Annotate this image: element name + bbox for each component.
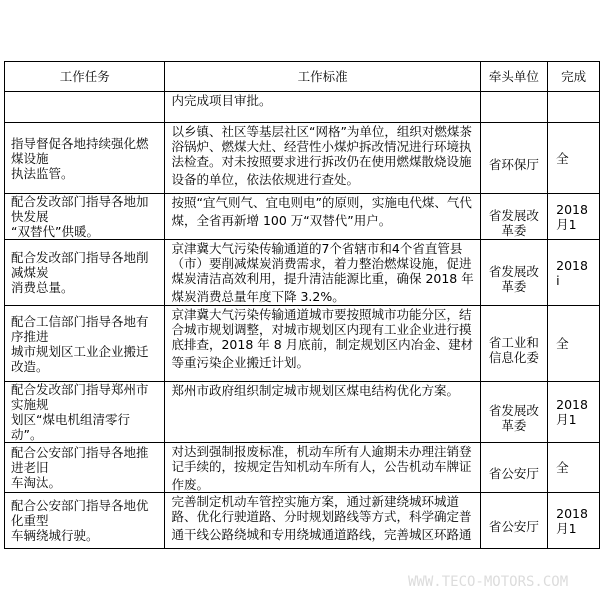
standard-cell-line: 郑州市政府组织制定城市规划区煤电结构优化方案。 bbox=[171, 383, 459, 398]
header-completion: 完成 bbox=[548, 62, 600, 92]
standard-cell-line: 煤炭消费总量年度下降 3.2%。 bbox=[171, 289, 345, 304]
task-cell bbox=[5, 92, 165, 123]
standard-cell-line: 底排查，2018 年 8 月底前，制定规划区内冶金、建材 bbox=[171, 337, 474, 352]
lead-unit-cell bbox=[480, 194, 547, 240]
lead-unit-cell-line: 省发展改 bbox=[488, 263, 539, 279]
task-cell-line: 配合发改部门指导各地加快发展 bbox=[11, 194, 149, 224]
completion-cell-line: 2018 bbox=[556, 397, 588, 412]
task-cell bbox=[5, 306, 165, 382]
table-row bbox=[5, 306, 600, 382]
standard-cell-line: 按照“宜气则气、宜电则电”的原则，实施电代煤、气代 bbox=[171, 195, 472, 210]
standard-cell bbox=[165, 306, 480, 382]
header-lead-unit: 牵头单位 bbox=[480, 62, 547, 92]
standard-cell-line: 京津冀大气污染传输通道城市要按照城市功能分区，结 bbox=[171, 307, 472, 322]
standard-cell-line: 法检查。对未按照要求进行拆改仍在使用燃煤散烧设施 bbox=[171, 154, 472, 169]
standard-cell-line: 煤炭清洁高效利用，提升清洁能源比重，确保 2018 年 bbox=[171, 271, 474, 286]
task-cell-line: 车辆绕城行驶。 bbox=[11, 528, 99, 543]
standard-cell bbox=[165, 382, 480, 443]
standard-cell-line: 设备的单位，依法依规进行查处。 bbox=[171, 172, 359, 187]
lead-unit-cell bbox=[480, 382, 547, 443]
standard-cell-line: 等重污染企业搬迁计划。 bbox=[171, 355, 309, 370]
task-cell-line: 执法监管。 bbox=[11, 165, 74, 181]
lead-unit-cell bbox=[480, 493, 547, 549]
task-cell-line: 配合公安部门指导各地优化重型 bbox=[11, 498, 149, 528]
lead-unit-cell bbox=[480, 92, 547, 123]
standard-cell bbox=[165, 493, 480, 549]
table-header-row bbox=[5, 62, 600, 92]
completion-cell-line: 2018 bbox=[556, 201, 588, 217]
task-cell bbox=[5, 240, 165, 306]
completion-cell bbox=[548, 306, 600, 382]
completion-cell-line: 2018 bbox=[556, 505, 588, 521]
lead-unit-cell-line: 信息化委 bbox=[488, 349, 539, 365]
completion-cell-line: i bbox=[556, 272, 560, 288]
standard-cell-line: 作废。 bbox=[171, 477, 209, 492]
standard-cell bbox=[165, 240, 480, 306]
watermark: WWW.TECO-MOTORS.COM bbox=[408, 574, 569, 590]
lead-unit-cell-line: 省公安厅 bbox=[488, 519, 539, 534]
task-cell-line: “双替代”供暖。 bbox=[11, 224, 99, 239]
task-cell-line: 配合公安部门指导各地推进老旧 bbox=[11, 445, 149, 475]
standard-cell-line: 以乡镇、社区等基层社区“网格”为单位，组织对燃煤茶 bbox=[171, 124, 472, 139]
header-task: 工作任务 bbox=[5, 62, 165, 92]
standard-cell bbox=[165, 194, 480, 240]
task-cell bbox=[5, 493, 165, 549]
lead-unit-cell bbox=[480, 123, 547, 194]
completion-cell-line: 月1 bbox=[556, 412, 577, 427]
task-cell-line: 配合工信部门指导各地有序推进 bbox=[11, 313, 149, 344]
lead-unit-cell-line: 省发展改 bbox=[488, 207, 539, 223]
completion-cell-line: 全 bbox=[556, 460, 569, 475]
lead-unit-cell-line: 省公安厅 bbox=[488, 466, 539, 481]
standard-cell-line: （市）要削减煤炭消费需求，着力整治燃煤设施，促进 bbox=[171, 256, 472, 271]
task-cell-line: 配合发改部门指导郑州市实施规 bbox=[11, 382, 149, 412]
lead-unit-cell bbox=[480, 443, 547, 493]
lead-unit-cell-line: 省环保厅 bbox=[488, 156, 539, 172]
standard-cell-line: 内完成项目审批。 bbox=[171, 93, 272, 108]
task-cell bbox=[5, 382, 165, 443]
lead-unit-cell bbox=[480, 240, 547, 306]
task-cell bbox=[5, 194, 165, 240]
lead-unit-cell-line: 省发展改 bbox=[488, 403, 539, 418]
completion-cell bbox=[548, 382, 600, 443]
completion-cell bbox=[548, 123, 600, 194]
task-cell-line: 划区“煤电机组清零行动”。 bbox=[11, 412, 130, 442]
completion-cell-line: 全 bbox=[556, 336, 569, 351]
completion-cell-line: 月1 bbox=[556, 520, 577, 536]
completion-cell bbox=[548, 194, 600, 240]
standard-cell-line: 浴锅炉、燃煤大灶、经营性小煤炉拆改情况进行环境执 bbox=[171, 139, 472, 154]
completion-cell bbox=[548, 493, 600, 549]
task-cell bbox=[5, 443, 165, 493]
lead-unit-cell-line: 革委 bbox=[501, 418, 527, 433]
lead-unit-cell-line: 省工业和 bbox=[488, 334, 539, 350]
task-cell-line: 指导督促各地持续强化燃煤设施 bbox=[11, 135, 149, 166]
header-standard: 工作标准 bbox=[165, 62, 480, 92]
table-row bbox=[5, 92, 600, 123]
table-row bbox=[5, 194, 600, 240]
standard-cell-line: 记手续的，按规定告知机动车所有人，公告机动车牌证 bbox=[171, 459, 472, 474]
table-row bbox=[5, 382, 600, 443]
standard-cell bbox=[165, 443, 480, 493]
task-cell-line: 配合发改部门指导各地削减煤炭 bbox=[11, 250, 149, 280]
task-cell-line: 消费总量。 bbox=[11, 280, 74, 295]
standard-cell-line: 路、优化行驶道路、分时规划路线等方式，科学确定普 bbox=[171, 509, 472, 524]
table-row bbox=[5, 240, 600, 306]
work-task-table bbox=[4, 61, 600, 549]
task-cell bbox=[5, 123, 165, 194]
standard-cell-line: 通干线公路绕城和专用绕城通道路线，完善城区环路通 bbox=[171, 527, 472, 542]
standard-cell bbox=[165, 92, 480, 123]
lead-unit-cell bbox=[480, 306, 547, 382]
completion-cell-line: 全 bbox=[556, 150, 569, 166]
standard-cell-line: 合城市规划调整，对城市规划区内现有工业企业进行摸 bbox=[171, 322, 472, 337]
table-row bbox=[5, 493, 600, 549]
task-cell-line: 车淘汰。 bbox=[11, 475, 62, 490]
table-row bbox=[5, 123, 600, 194]
completion-cell bbox=[548, 92, 600, 123]
standard-cell-line: 京津冀大气污染传输通道的7个省辖市和4个省直管县 bbox=[171, 241, 463, 256]
standard-cell bbox=[165, 123, 480, 194]
completion-cell bbox=[548, 443, 600, 493]
standard-cell-line: 完善制定机动车管控实施方案，通过新建绕城环城道 bbox=[171, 494, 459, 509]
completion-cell-line: 2018 bbox=[556, 257, 588, 273]
lead-unit-cell-line: 革委 bbox=[501, 278, 527, 294]
standard-cell-line: 煤，全省再新增 100 万“双替代”用户。 bbox=[171, 213, 392, 228]
table-row bbox=[5, 443, 600, 493]
completion-cell bbox=[548, 240, 600, 306]
task-cell-line: 城市规划区工业企业搬迁改造。 bbox=[11, 343, 149, 374]
standard-cell-line: 对达到强制报废标准，机动车所有人逾期未办理注销登 bbox=[171, 444, 472, 459]
completion-cell-line: 月1 bbox=[556, 216, 577, 232]
lead-unit-cell-line: 革委 bbox=[501, 222, 527, 238]
